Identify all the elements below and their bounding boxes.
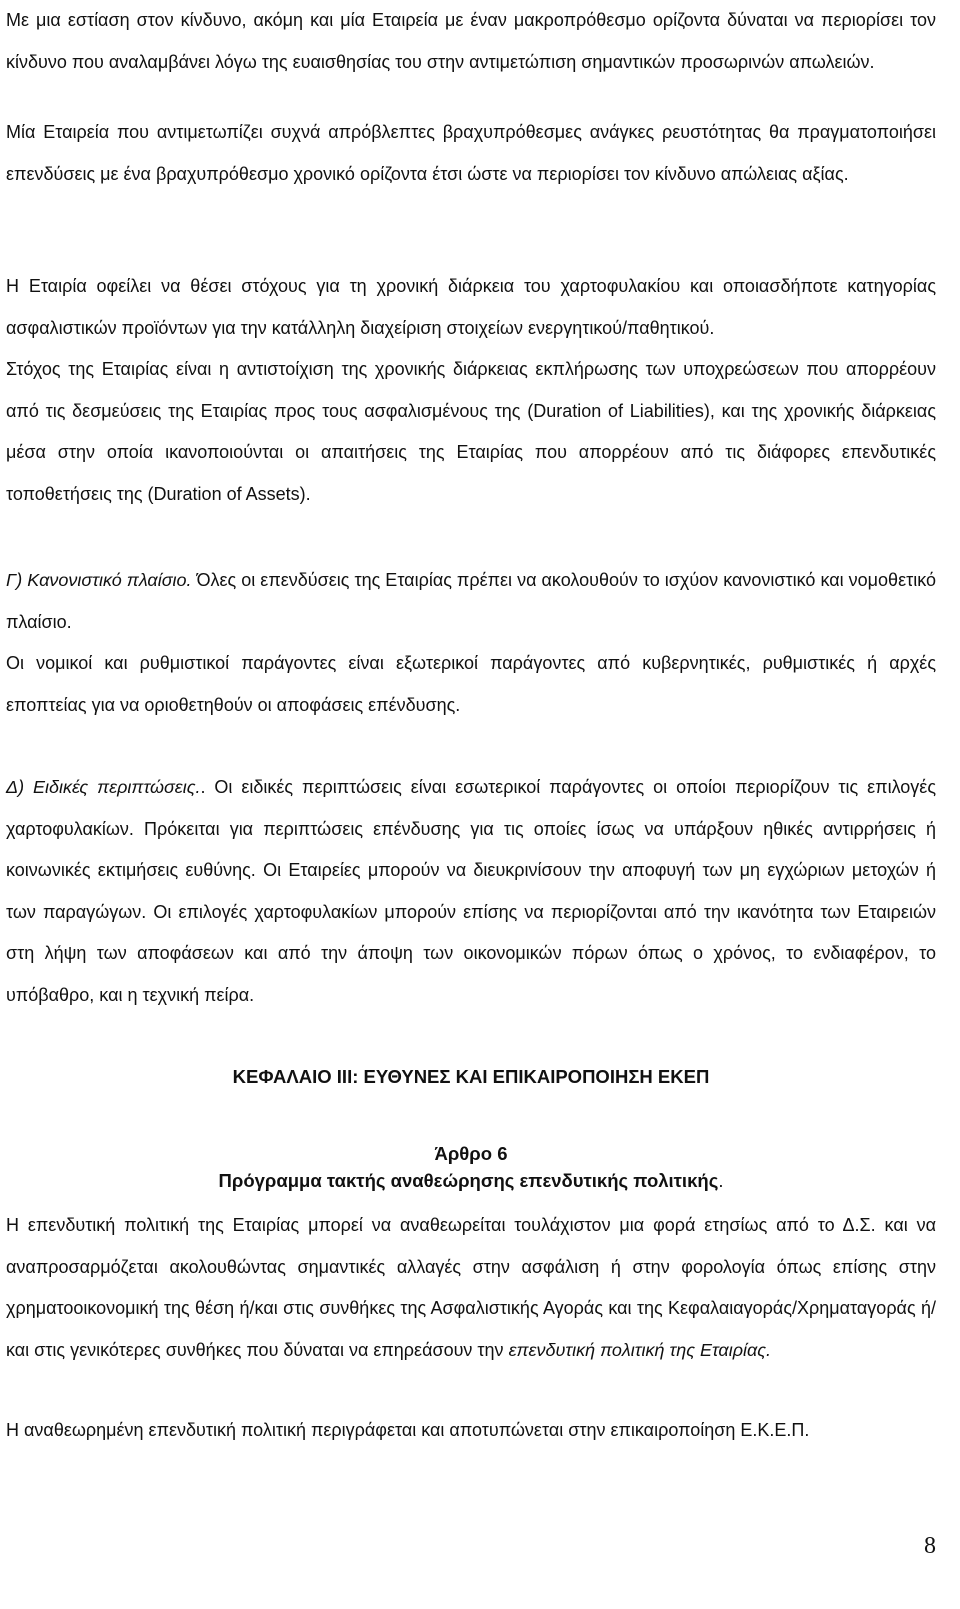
article-title bbox=[6, 1170, 936, 1192]
regulatory-text: Όλες οι επενδύσεις της Εταιρίας πρέπει να ακολουθούν το ισχύον κανονιστικό και νομοθετικό πλαίσιο. bbox=[6, 570, 936, 632]
paragraph-special-cases bbox=[6, 767, 936, 1016]
policy-review-text: Η επενδυτική πολιτική της Εταιρίας μπορεί να αναθεωρείται τουλάχιστον μια φορά ετησίως από το Δ.Σ. και να αναπροσαρμόζεται ακολουθώντας σημαντικές αλλαγές στην ασφάλιση ή στην φορολογία όπως επίσης στην χρηματοοικονομική της θέση ή/και στις συνθήκες της Ασφαλιστικής Αγοράς και της Κεφαλαιαγοράς/Χρηματαγοράς ή/και στις γενικότερες συνθήκες που δύναται να επηρεάσουν την bbox=[6, 1215, 936, 1360]
page-number: 8 bbox=[924, 1533, 936, 1559]
article-number: Άρθρο 6 bbox=[434, 1143, 508, 1164]
chapter-heading: ΚΕΦΑΛΑΙΟ ΙΙΙ: ΕΥΘΥΝΕΣ ΚΑΙ ΕΠΙΚΑΙΡΟΠΟΙΗΣΗ ΕΚΕΠ bbox=[232, 1066, 710, 1087]
article-title-text: Πρόγραμμα τακτής αναθεώρησης επενδυτικής πολιτικής bbox=[218, 1170, 719, 1191]
paragraph-legal-factors: Οι νομικοί και ρυθμιστικοί παράγοντες είναι εξωτερικοί παράγοντες από κυβερνητικές, ρυθμιστικές ή αρχές εποπτείας για να οριοθετηθούν οι αποφάσεις επένδυσης. bbox=[6, 653, 936, 715]
paragraph-revised-policy: Η αναθεωρημένη επενδυτική πολιτική περιγράφεται και αποτυπώνεται στην επικαιροποίηση Ε.Κ.Ε.Π. bbox=[6, 1420, 810, 1440]
special-cases-text: . Οι ειδικές περιπτώσεις είναι εσωτερικοί παράγοντες οι οποίοι περιορίζουν τις επιλογές χαρτοφυλακίων. Πρόκειται για περιπτώσεις επένδυσης για τις οποίες ίσως να υπάρξουν ηθικές αντιρρήσεις ή κοινωνικές εκτιμήσεις ευθύνης. Οι Εταιρείες μπορούν να διευκρινίσουν την αποφυγή των μη εγχώριων μετοχών ή των παραγώγων. Οι επιλογές χαρτοφυλακίων μπορούν επίσης να περιορίζονται από την ικανότητα των Εταιρειών στη λήψη των αποφάσεων και από την άποψη των οικονομικών πόρων όπως ο χρόνος, το ενδιαφέρον, το υπόβαθρο, και η τεχνική πείρα. bbox=[6, 777, 937, 1005]
paragraph-duration-matching: Στόχος της Εταιρίας είναι η αντιστοίχιση της χρονικής διάρκειας εκπλήρωσης των υποχρεώσεων που απορρέουν από τις δεσμεύσεις της Εταιρίας προς τους ασφαλισμένους της (Duration of Liabilities), και της χρονικής διάρκειας μέσα στην οποία ικανοποιούνται οι απαιτήσεις της Εταιρίας που απορρέουν από τις διάφορες επενδυτικές τοποθετήσεις της (Duration of Assets). bbox=[6, 359, 936, 504]
paragraph-portfolio-duration: Η Εταιρία οφείλει να θέσει στόχους για τη χρονική διάρκεια του χαρτοφυλακίου και οποιασδήποτε κατηγορίας ασφαλιστικών προϊόντων για την κατάλληλη διαχείριση στοιχείων ενεργητικού/παθητικού. bbox=[6, 276, 936, 338]
article-title-dot: . bbox=[718, 1170, 724, 1191]
section-heading-special-cases: Δ) Ειδικές περιπτώσεις. bbox=[6, 777, 201, 797]
paragraph-regulatory-framework bbox=[6, 560, 936, 643]
paragraph-policy-review bbox=[6, 1205, 936, 1371]
section-heading-regulatory: Γ) Κανονιστικό πλαίσιο. bbox=[6, 570, 192, 590]
policy-review-italic: επενδυτική πολιτική της Εταιρίας. bbox=[508, 1339, 772, 1360]
paragraph-liquidity-needs: Μία Εταιρεία που αντιμετωπίζει συχνά απρόβλεπτες βραχυπρόθεσμες ανάγκες ρευστότητας θα πραγματοποιήσει επενδύσεις με ένα βραχυπρόθεσμο χρονικό ορίζοντα έτσι ώστε να περιορίσει τον κίνδυνο απώλειας αξίας. bbox=[6, 122, 936, 184]
paragraph-risk-focus: Με μια εστίαση στον κίνδυνο, ακόμη και μία Εταιρεία με έναν μακροπρόθεσμο ορίζοντα δύναται να περιορίσει τον κίνδυνο που αναλαμβάνει λόγω της ευαισθησίας του στην αντιμετώπιση σημαντικών προσωρινών απωλειών. bbox=[6, 10, 936, 72]
